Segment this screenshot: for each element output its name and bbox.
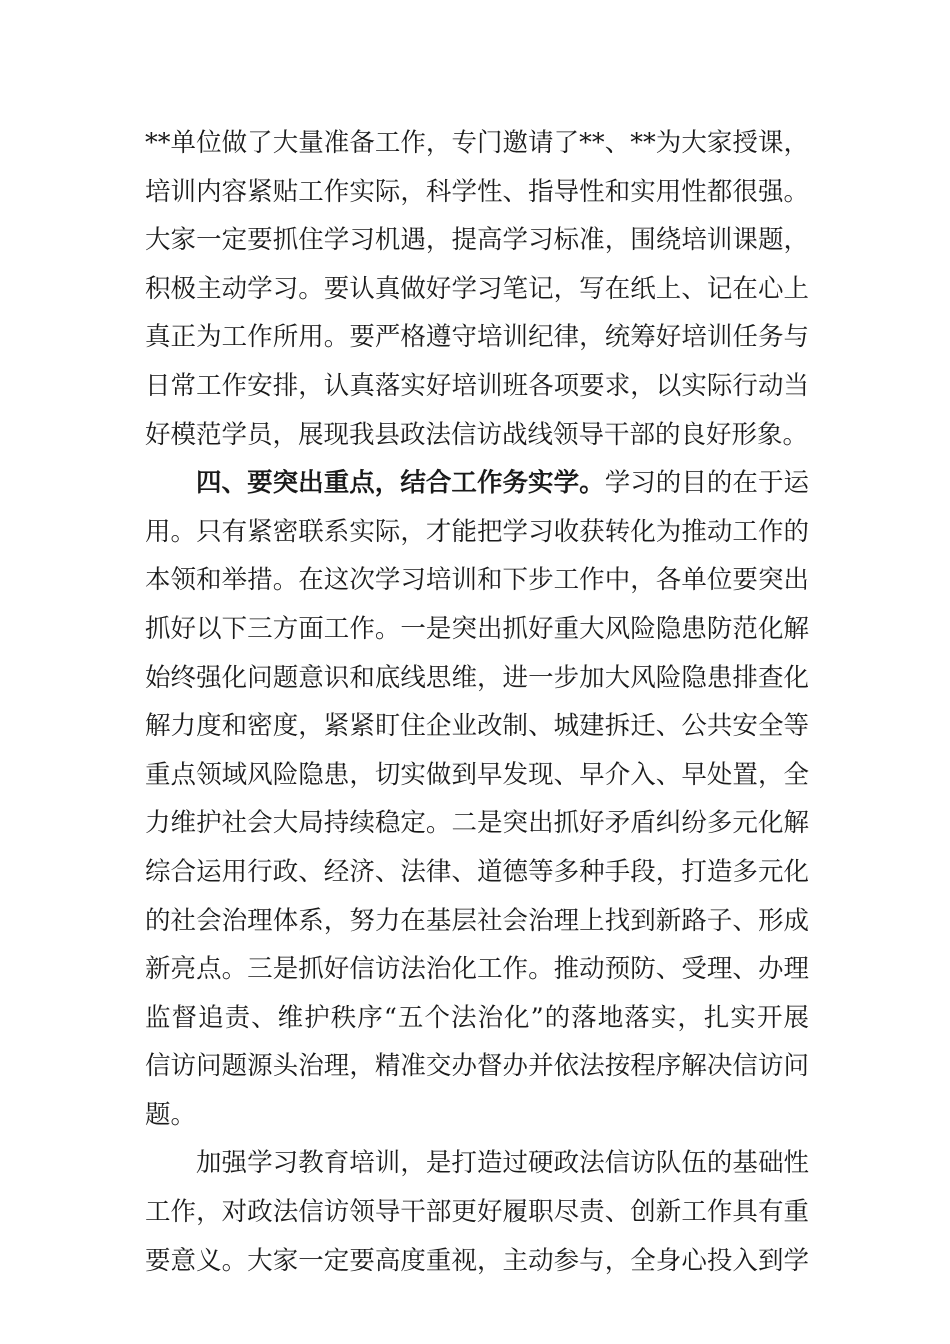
text-line: 解力度和密度，紧紧盯住企业改制、城建拆迁、公共安全等 bbox=[145, 711, 809, 742]
text-line: **单位做了大量准备工作，专门邀请了**、**为大家授课， bbox=[145, 128, 809, 158]
text-line: 的社会治理体系，努力在基层社会治理上找到新路子、形成 bbox=[145, 905, 809, 936]
text-line: 题。 bbox=[145, 1099, 197, 1130]
text-line: 始终强化问题意识和底线思维，进一步加大风险隐患排查化 bbox=[145, 662, 809, 693]
text-line: 要意义。大家一定要高度重视，主动参与，全身心投入到学 bbox=[145, 1245, 809, 1276]
text-line: 好模范学员，展现我县政法信访战线领导干部的良好形象。 bbox=[145, 419, 809, 450]
text-line: 力维护社会大局持续稳定。二是突出抓好矛盾纠纷多元化解 bbox=[145, 808, 809, 839]
text-line: 培训内容紧贴工作实际，科学性、指导性和实用性都很强。 bbox=[145, 176, 809, 207]
text-line: 综合运用行政、经济、法律、道德等多种手段，打造多元化 bbox=[145, 856, 809, 887]
section-heading: 四、要突出重点，结合工作务实学。 bbox=[196, 468, 605, 499]
text-line: 日常工作安排，认真落实好培训班各项要求，以实际行动当 bbox=[145, 370, 809, 401]
text-line: 重点领域风险隐患，切实做到早发现、早介入、早处置，全 bbox=[145, 759, 809, 790]
heading-line-rest: 学习的目的在于运 bbox=[604, 468, 809, 499]
text-line: 真正为工作所用。要严格遵守培训纪律，统筹好培训任务与 bbox=[145, 322, 809, 353]
text-line: 新亮点。三是抓好信访法治化工作。推动预防、受理、办理 bbox=[145, 954, 809, 985]
paragraph-2 bbox=[145, 459, 809, 1139]
text-line: 积极主动学习。要认真做好学习笔记，写在纸上、记在心上 bbox=[145, 273, 809, 304]
text-line: 大家一定要抓住学习机遇，提高学习标准，围绕培训课题， bbox=[145, 225, 809, 256]
text-line: 用。只有紧密联系实际，才能把学习收获转化为推动工作的 bbox=[145, 516, 809, 547]
text-line: 信访问题源头治理，精准交办督办并依法按程序解决信访问 bbox=[145, 1051, 809, 1082]
text-line: 工作，对政法信访领导干部更好履职尽责、创新工作具有重 bbox=[145, 1197, 809, 1228]
text-line: 加强学习教育培训，是打造过硬政法信访队伍的基础性 bbox=[196, 1148, 809, 1179]
text-line: 本领和举措。在这次学习培训和下步工作中，各单位要突出 bbox=[145, 565, 809, 596]
text-line: 监督追责、维护秩序“五个法治化”的落地落实，扎实开展 bbox=[145, 1002, 809, 1033]
document-body bbox=[145, 119, 809, 1285]
paragraph-3 bbox=[145, 1139, 809, 1285]
text-line: 抓好以下三方面工作。一是突出抓好重大风险隐患防范化解 bbox=[145, 613, 809, 644]
text-line bbox=[145, 459, 809, 508]
paragraph-1 bbox=[145, 119, 809, 459]
